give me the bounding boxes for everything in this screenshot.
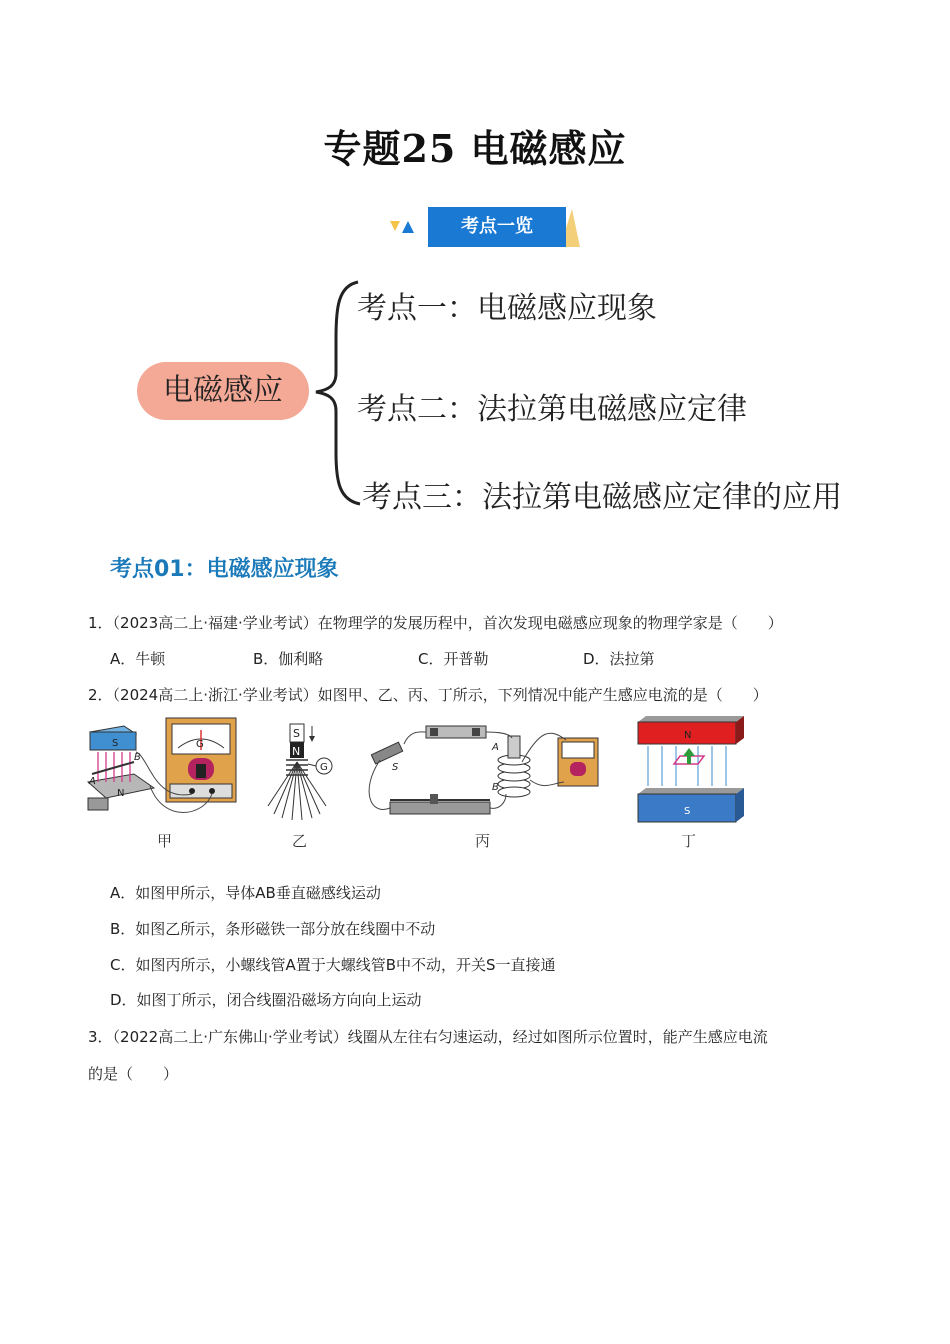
caption-yi: 乙 bbox=[292, 832, 308, 850]
mindmap-center: 电磁感应 bbox=[137, 362, 309, 420]
label-b: B bbox=[492, 782, 499, 793]
question-3 bbox=[88, 1026, 768, 1047]
mindmap-branch-3: 考点三：法拉第电磁感应定律的应用 bbox=[362, 480, 842, 515]
label-s: S bbox=[112, 738, 119, 749]
figure-ding bbox=[636, 714, 748, 826]
question-1 bbox=[88, 612, 783, 633]
q2-option-a: A．如图甲所示，导体AB垂直磁感线运动 bbox=[110, 884, 381, 902]
mindmap-branch-2: 考点二：法拉第电磁感应定律 bbox=[357, 392, 747, 427]
q1-option-c: C．开普勒 bbox=[418, 650, 489, 668]
label-g: G bbox=[320, 762, 328, 773]
label-b: B bbox=[134, 752, 141, 763]
section-heading: 考点01：电磁感应现象 bbox=[110, 557, 339, 582]
question-text: （2023高二上·福建·学业考试）在物理学的发展历程中，首次发现电磁感应现象的物理学家是（ ） bbox=[112, 614, 783, 632]
label-n: N bbox=[117, 788, 125, 799]
q1-option-a: A．牛顿 bbox=[110, 650, 166, 668]
question-number: 2． bbox=[88, 686, 113, 704]
caption-bing: 丙 bbox=[475, 832, 491, 850]
question-3-continued: 的是（ ） bbox=[88, 1065, 179, 1083]
figure-jia bbox=[84, 712, 244, 830]
mindmap-branch-1: 考点一：电磁感应现象 bbox=[357, 291, 657, 326]
question-number: 3． bbox=[88, 1028, 113, 1046]
label-s: S bbox=[684, 806, 691, 817]
q1-option-d: D．法拉第 bbox=[583, 650, 655, 668]
figure-bing bbox=[360, 720, 610, 830]
page-title: 专题25 电磁感应 bbox=[323, 126, 627, 171]
question-text: （2024高二上·浙江·学业考试）如图甲、乙、丙、丁所示，下列情况中能产生感应电流的是（ ） bbox=[112, 686, 768, 704]
q2-option-d: D．如图丁所示，闭合线圈沿磁场方向向上运动 bbox=[110, 991, 422, 1009]
label-g: G bbox=[196, 739, 204, 750]
q1-option-b: B．伽利略 bbox=[253, 650, 324, 668]
caption-jia: 甲 bbox=[157, 832, 173, 850]
blue-triangle-icon bbox=[402, 221, 414, 233]
q2-option-c: C．如图丙所示，小螺线管A置于大螺线管B中不动，开关S一直接通 bbox=[110, 956, 556, 974]
caption-ding: 丁 bbox=[681, 832, 697, 850]
label-s: S bbox=[392, 762, 399, 773]
banner-label: 考点一览 bbox=[428, 207, 566, 247]
question-number: 1． bbox=[88, 614, 113, 632]
label-s: S bbox=[293, 727, 300, 740]
question-text: （2022高二上·广东佛山·学业考试）线圈从左往右匀速运动，经过如图所示位置时，能产生感应电流 bbox=[112, 1028, 768, 1046]
label-a: A bbox=[492, 742, 499, 753]
q2-option-b: B．如图乙所示，条形磁铁一部分放在线圈中不动 bbox=[110, 920, 436, 938]
label-a: A bbox=[89, 776, 96, 787]
label-n: N bbox=[684, 730, 692, 741]
figure-yi bbox=[262, 722, 342, 822]
question-2 bbox=[88, 684, 768, 705]
label-n: N bbox=[292, 745, 301, 758]
yellow-triangle-icon bbox=[390, 221, 400, 231]
